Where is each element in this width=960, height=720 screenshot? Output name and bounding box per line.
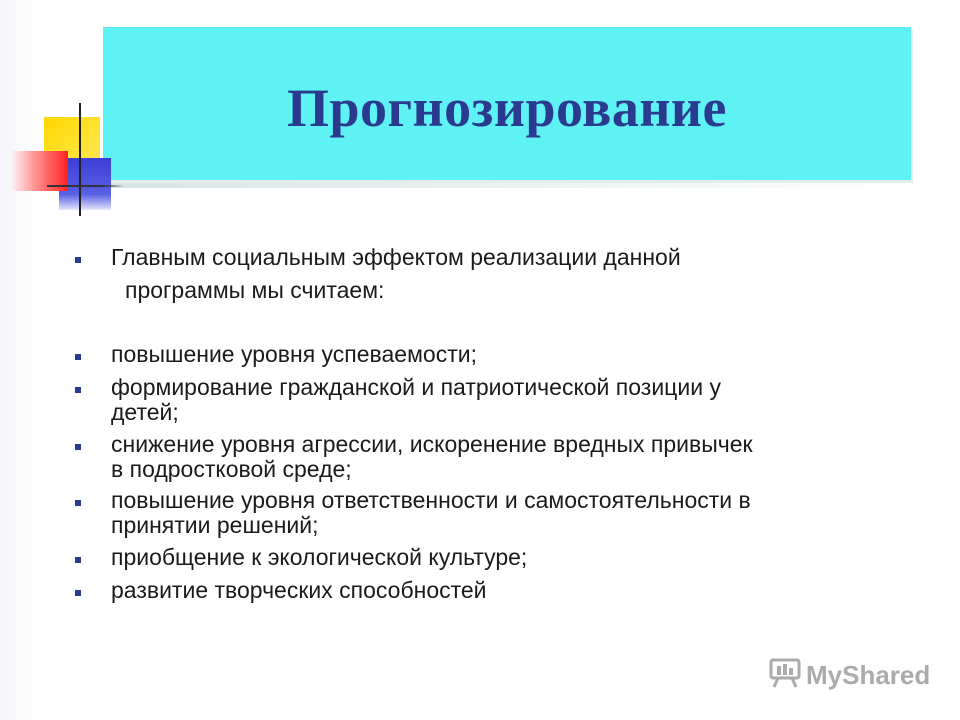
bullet-square-icon — [75, 590, 81, 596]
list-item-text: повышение уровня ответственности и самостоятельности в принятии решений; — [111, 487, 751, 538]
bullet-square-icon — [75, 257, 81, 263]
presentation-board-icon — [768, 657, 802, 694]
list-item-text: повышение уровня успеваемости; — [111, 341, 477, 367]
bullet-square-icon — [75, 387, 81, 393]
intro-text: Главным социальным эффектом реализации данной — [111, 244, 681, 270]
list-item-text: снижение уровня агрессии, искоренение вредных привычек в подростковой среде; — [111, 431, 753, 482]
watermark-text: MyShared — [806, 660, 931, 690]
intro-text-continued: программы мы считаем: — [125, 277, 385, 303]
slide-title: Прогнозирование — [286, 77, 728, 138]
bullet-square-icon — [75, 354, 81, 360]
bullet-square-icon — [75, 444, 81, 450]
list-item-text: приобщение к экологической культуре; — [111, 544, 528, 570]
bullet-square-icon — [75, 500, 81, 506]
watermark — [768, 657, 930, 694]
list-item-text: развитие творческих способностей — [111, 577, 487, 603]
bullet-square-icon — [75, 557, 81, 563]
list-item-text: формирование гражданской и патриотической позиции у детей; — [111, 374, 721, 425]
